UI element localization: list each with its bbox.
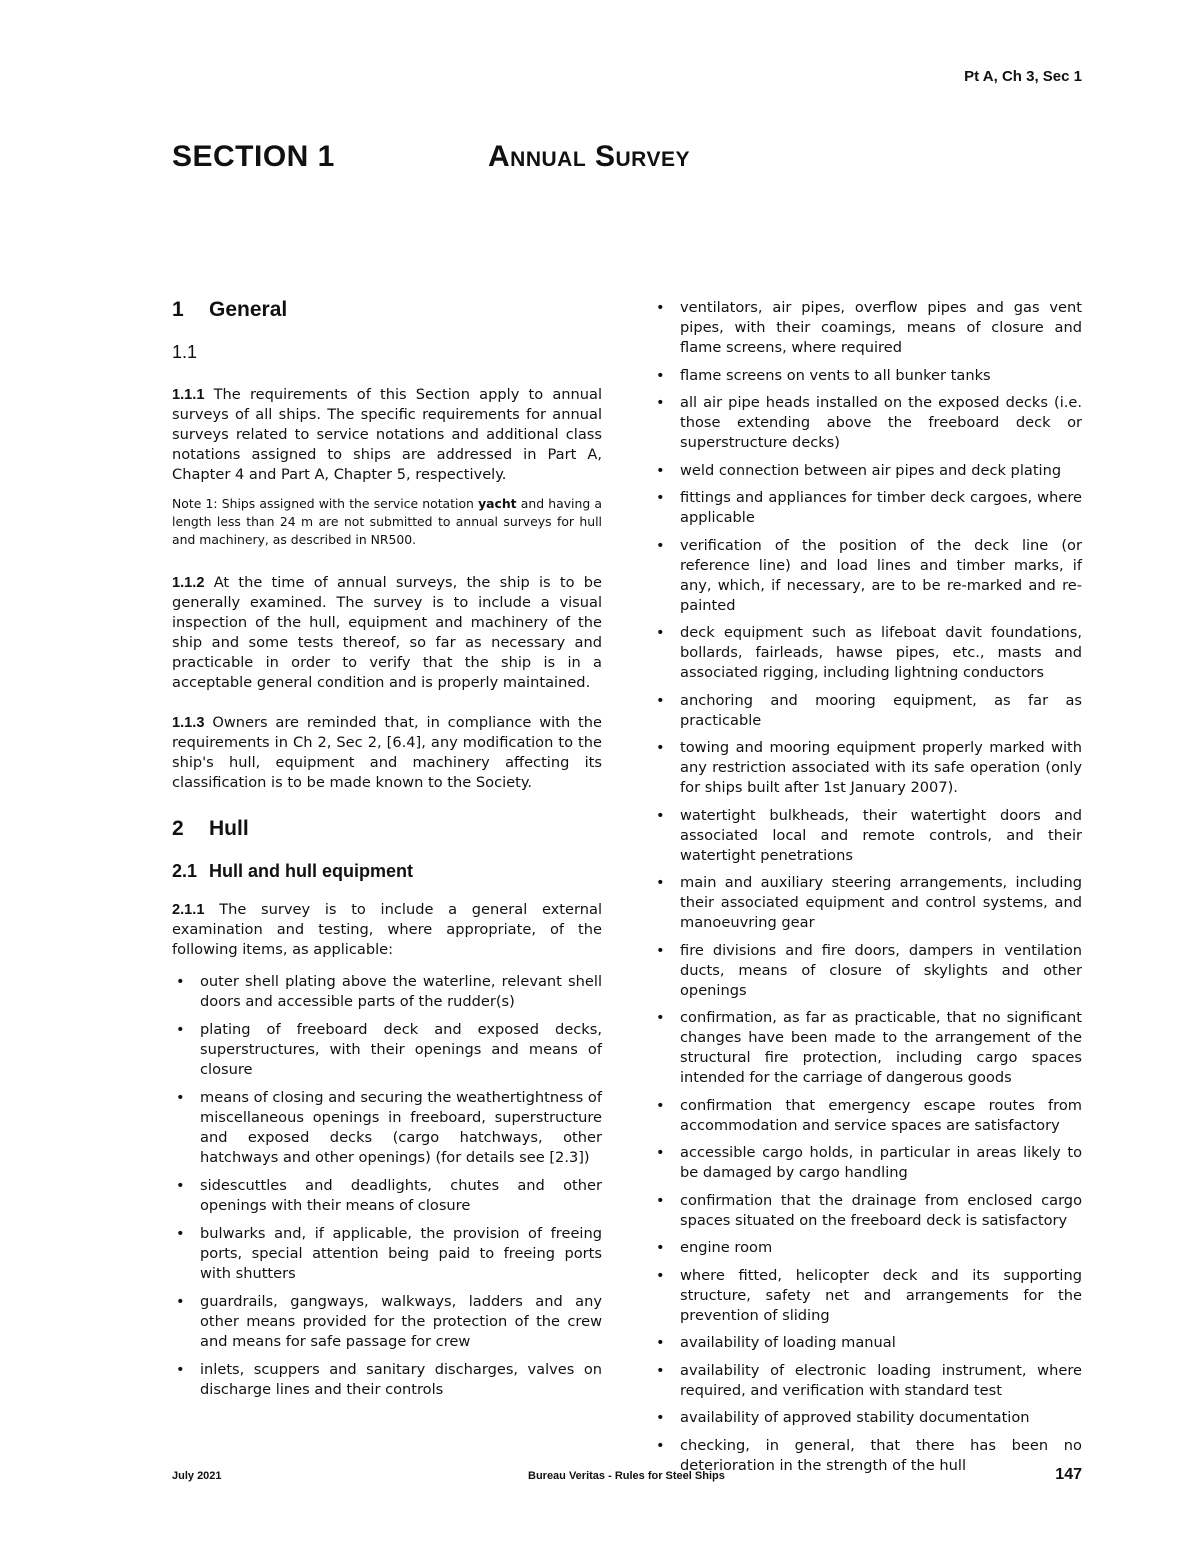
list-item — [172, 1020, 602, 1080]
bullet-icon: • — [656, 1361, 665, 1379]
bullet-icon: • — [656, 691, 665, 709]
list-item — [172, 1176, 602, 1216]
bullet-icon: • — [656, 1096, 665, 1114]
list-item-text: weld connection between air pipes and deck plating — [680, 461, 1062, 479]
bullet-icon: • — [176, 1089, 185, 1106]
list-item-text: where fitted, helicopter deck and its supporting structure, safety net and arrangements for the prevention of sliding — [680, 1266, 1082, 1324]
list-item — [652, 691, 1082, 731]
list-item-text: outer shell plating above the waterline, relevant shell doors and accessible parts of the rudder(s) — [200, 973, 602, 1010]
list-item-text: verification of the position of the deck line (or reference line) and load lines and timber marks, if any, which, if necessary, are to be re-marked and re-painted — [680, 536, 1082, 614]
list-item — [652, 1266, 1082, 1326]
bullet-icon: • — [656, 739, 665, 756]
heading-number: 2 — [172, 817, 184, 840]
list-item-text: availability of approved stability documentation — [680, 1409, 1030, 1426]
footer-date: July 2021 — [172, 1470, 222, 1482]
section-number: SECTION 1 — [172, 140, 335, 173]
bullet-icon: • — [176, 1021, 185, 1038]
list-item — [652, 393, 1082, 453]
list-item — [652, 1143, 1082, 1183]
list-item-text: all air pipe heads installed on the exposed decks (i.e. those extending above the freeboard deck or superstructure decks) — [680, 394, 1082, 451]
bullet-icon: • — [656, 1266, 665, 1284]
bullet-list-right — [652, 298, 1082, 1476]
bullet-icon: • — [656, 1191, 665, 1209]
paragraph-text: At the time of annual surveys, the ship is to be generally examined. The survey is to include a visual inspection of the hull, equipment and machinery of the ship and some tests thereof, so far as necessary and practicable in order to verify that the ship is in a acceptable general condition and is properly maintained. — [172, 574, 602, 691]
list-item-text: plating of freeboard deck and exposed decks, superstructures, with their openings and means of closure — [200, 1021, 602, 1078]
list-item — [652, 941, 1082, 1001]
list-item — [172, 1088, 602, 1168]
bullet-icon: • — [176, 1293, 185, 1310]
bullet-icon: • — [656, 1334, 665, 1351]
list-item — [652, 1191, 1082, 1231]
bullet-icon: • — [656, 366, 665, 384]
list-item — [652, 1361, 1082, 1401]
list-item-text: flame screens on vents to all bunker tanks — [680, 366, 991, 384]
left-column — [172, 298, 602, 1408]
list-item-text: accessible cargo holds, in particular in areas likely to be damaged by cargo handling — [680, 1144, 1082, 1181]
list-item-text: watertight bulkheads, their watertight doors and associated local and remote controls, and their watertight penetrations — [680, 806, 1082, 864]
bullet-icon: • — [656, 941, 665, 959]
bullet-icon: • — [656, 536, 665, 554]
list-item — [652, 623, 1082, 683]
list-item-text: availability of electronic loading instrument, where required, and verification with standard test — [680, 1361, 1082, 1399]
note-1 — [172, 495, 602, 549]
list-item — [172, 1360, 602, 1400]
paragraph-number: 1.1.3 — [172, 715, 205, 731]
list-item — [172, 1292, 602, 1352]
list-item — [172, 972, 602, 1012]
list-item-text: main and auxiliary steering arrangements, including their associated equipment and control systems, and manoeuvring gear — [680, 874, 1082, 931]
paragraph-1-1-3 — [172, 713, 602, 793]
right-column — [652, 298, 1082, 1483]
list-item — [652, 1333, 1082, 1353]
bullet-list-left — [172, 972, 602, 1400]
list-item — [652, 1408, 1082, 1428]
paragraph-1-1-2 — [172, 573, 602, 693]
list-item-text: engine room — [680, 1239, 773, 1256]
bullet-icon: • — [656, 394, 665, 411]
bullet-icon: • — [656, 874, 665, 891]
bullet-icon: • — [656, 461, 665, 479]
list-item-text: checking, in general, that there has been no deterioration in the strength of the hull — [680, 1436, 1082, 1474]
list-item-text: availability of loading manual — [680, 1334, 896, 1351]
bullet-icon: • — [176, 1225, 185, 1242]
paragraph-text: Owners are reminded that, in compliance with the requirements in Ch 2, Sec 2, [6.4], any modification to the ship's hull, equipment and machinery affecting its classification is to be made known to the Society. — [172, 714, 603, 791]
bullet-icon: • — [656, 806, 665, 824]
heading-general — [172, 298, 602, 322]
paragraph-number: 1.1.2 — [172, 575, 205, 591]
list-item-text: bulwarks and, if applicable, the provision of freeing ports, special attention being paid to freeing ports with shutters — [200, 1225, 602, 1282]
list-item — [652, 873, 1082, 933]
bullet-icon: • — [656, 624, 665, 641]
list-item — [652, 1008, 1082, 1088]
list-item — [652, 488, 1082, 528]
note-prefix: Note 1: Ships assigned with the service notation — [172, 496, 479, 511]
bullet-icon: • — [656, 1436, 665, 1454]
bullet-icon: • — [656, 299, 665, 316]
paragraph-number: 1.1.1 — [172, 387, 205, 403]
list-item-text: deck equipment such as lifeboat davit foundations, bollards, fairleads, hawse pipes, etc., masts and associated rigging, including lightning conductors — [680, 624, 1082, 681]
list-item-text: confirmation that the drainage from enclosed cargo spaces situated on the freeboard deck is satisfactory — [680, 1191, 1082, 1229]
list-item-text: inlets, scuppers and sanitary discharges, valves on discharge lines and their controls — [200, 1361, 602, 1398]
list-item — [172, 1224, 602, 1284]
list-item-text: sidescuttles and deadlights, chutes and other openings with their means of closure — [200, 1177, 602, 1214]
running-header: Pt A, Ch 3, Sec 1 — [964, 68, 1082, 85]
list-item-text: guardrails, gangways, walkways, ladders and any other means provided for the protection of the crew and means for safe passage for crew — [200, 1293, 602, 1350]
list-item — [652, 1238, 1082, 1258]
list-item — [652, 1096, 1082, 1136]
bullet-icon: • — [656, 1239, 665, 1256]
paragraph-1-1-1 — [172, 385, 602, 485]
list-item-text: anchoring and mooring equipment, as far as practicable — [680, 691, 1082, 729]
heading-number: 1 — [172, 298, 184, 321]
list-item-text: ventilators, air pipes, overflow pipes and gas vent pipes, with their coamings, means of closure and flame screens, where required — [680, 299, 1082, 356]
page-number: 147 — [1055, 1466, 1082, 1483]
heading-hull — [172, 817, 602, 841]
bullet-icon: • — [656, 1144, 665, 1161]
subheading-text: Hull and hull equipment — [209, 861, 413, 881]
list-item — [652, 806, 1082, 866]
list-item — [652, 298, 1082, 358]
subheading-2-1 — [172, 861, 602, 882]
bullet-icon: • — [176, 1361, 185, 1378]
heading-text: Hull — [209, 817, 249, 840]
subheading-number: 1.1 — [172, 342, 198, 362]
paragraph-text: The survey is to include a general external examination and testing, where appropriate, of the following items, as applicable: — [172, 901, 603, 958]
list-item-text: towing and mooring equipment properly marked with any restriction associated with its safe operation (only for ships built after 1st January 2007). — [680, 739, 1082, 796]
paragraph-2-1-1 — [172, 900, 602, 960]
paragraph-number: 2.1.1 — [172, 902, 205, 918]
list-item — [652, 536, 1082, 616]
note-suffix: and having a length less than 24 m are not submitted to annual surveys for hull and machinery, as described in NR500. — [172, 496, 602, 547]
list-item — [652, 461, 1082, 481]
bullet-icon: • — [176, 973, 185, 990]
subheading-number: 2.1 — [172, 861, 198, 881]
note-bold: yacht — [478, 496, 517, 511]
subheading-1-1 — [172, 342, 602, 363]
list-item-text: fittings and appliances for timber deck cargoes, where applicable — [680, 489, 1082, 526]
section-title: Annual Survey — [488, 140, 690, 173]
list-item-text: fire divisions and fire doors, dampers in ventilation ducts, means of closure of skylights and other openings — [680, 941, 1082, 999]
heading-text: General — [209, 298, 288, 321]
list-item — [652, 366, 1082, 386]
list-item — [652, 738, 1082, 798]
bullet-icon: • — [656, 489, 665, 506]
bullet-icon: • — [656, 1009, 665, 1026]
list-item-text: confirmation, as far as practicable, that no significant changes have been made to the arrangement of the structural fire protection, including cargo spaces intended for the carriage of dangerous goods — [680, 1009, 1082, 1086]
list-item-text: means of closing and securing the weathertightness of miscellaneous openings in freeboard, superstructure and exposed decks (cargo hatchways, other hatchways and other openings) (for details see [2.3]) — [200, 1089, 602, 1166]
bullet-icon: • — [656, 1409, 665, 1426]
bullet-icon: • — [176, 1177, 185, 1194]
list-item-text: confirmation that emergency escape routes from accommodation and service spaces are satisfactory — [680, 1096, 1082, 1134]
paragraph-text: The requirements of this Section apply to annual surveys of all ships. The specific requirements for annual surveys related to service notations and additional class notations assigned to ships are addressed in Part A, Chapter 4 and Part A, Chapter 5, respectively. — [172, 386, 603, 483]
footer-publication: Bureau Veritas - Rules for Steel Ships — [528, 1470, 725, 1482]
